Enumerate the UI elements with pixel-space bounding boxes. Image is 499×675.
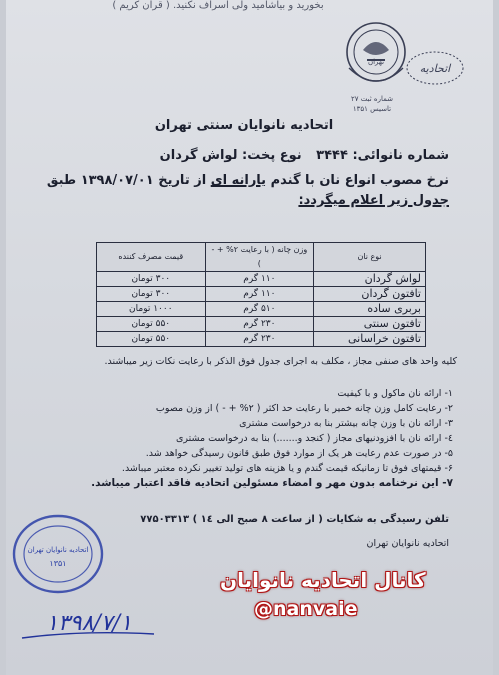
calligraphy-logo <box>404 48 466 88</box>
consumer-price: ۳۰۰ تومان <box>97 272 206 287</box>
document-page <box>6 0 493 675</box>
bread-name: تافتون سنتی <box>314 317 426 332</box>
founded-year: تاسیس ۱۳۵۱ <box>352 105 392 113</box>
bake-type: نوع پخت: لواش گردان <box>159 148 302 163</box>
dough-weight: ۱۱۰ گرم <box>205 272 314 287</box>
seal-text: تهران <box>367 58 385 66</box>
rule-item: ۳- ارائه نان با وزن چانه بیشتر بنا به درخواست مشتری <box>239 418 453 429</box>
calligraphy-logo-text: اتحادیه <box>419 62 451 75</box>
obligation-intro: کلیه واحد های صنفی مجاز ، مکلف به اجرای جدول فوق الذکر با رعایت نکات زیر میباشند. <box>104 356 457 367</box>
complaint-phone: تلفن رسیدگی به شکایات ( از ساعت ۸ صبح الی ۱٤ ) ۷۷۵۰۳۳۱۳ <box>140 514 449 525</box>
union-title: اتحادیه نانوایان سنتی تهران <box>154 118 334 133</box>
stamp-year: ۱۳۵۱ <box>49 559 67 568</box>
header-dough-weight: وزن چانه ( با رعایت ۲% + - ) <box>205 243 314 272</box>
table-row <box>97 317 426 332</box>
pricing-line-2: جدول زیر اعلام میگردد: <box>298 193 449 208</box>
channel-watermark: کانال اتحادیه نانوایان <box>220 568 426 592</box>
consumer-price: ۱۰۰۰ تومان <box>97 302 206 317</box>
rule-item: ۵- در صورت عدم رعایت هر یک از موارد فوق طبق قانون رسیدگی خواهد شد. <box>145 448 453 459</box>
stamp-text: اتحادیه نانوایان تهران <box>27 546 89 554</box>
bread-price-table <box>96 242 426 347</box>
table-row <box>97 287 426 302</box>
quran-verse-header: بخورید و بیاشامید ولی اسراف نکنید. ( قرآن کریم ) <box>112 0 324 11</box>
bread-name: تافتون گردان <box>314 287 426 302</box>
consumer-price: ۵۵۰ تومان <box>97 332 206 347</box>
rule-item: ۲- رعایت کامل وزن چانه خمیر با رعایت حد اکثر ( ۲% + - ) از وزن مصوب <box>155 403 453 414</box>
dough-weight: ۱۱۰ گرم <box>205 287 314 302</box>
consumer-price: ۵۵۰ تومان <box>97 317 206 332</box>
bread-name: لواش گردان <box>314 272 426 287</box>
rule-item: ۶- قیمتهای فوق تا زمانیکه قیمت گندم و یا هزینه های تولید تغییر نکرده معتبر میباشد. <box>121 463 453 474</box>
pricing-text-c: از تاریخ ۱۳۹۸/۰۷/۰۱ طبق <box>46 173 207 188</box>
bakery-number: شماره نانوائی: ۳۴۴۴ <box>316 148 449 163</box>
channel-handle: @nanvaie <box>254 598 358 620</box>
rule-item: ٤- ارائه نان با افزودنیهای مجاز ( کنجد و.......) بنا به درخواست مشتری <box>175 433 453 444</box>
pricing-text-a: نرخ مصوب انواع نان با گندم <box>270 173 449 188</box>
rule-item-validity: ۷- این نرخنامه بدون مهر و امضاء مسئولین اتحادیه فاقد اعتبار میباشد. <box>91 477 453 489</box>
table-row <box>97 332 426 347</box>
rules-list <box>23 386 453 491</box>
table-row <box>97 302 426 317</box>
union-seal-logo <box>341 20 411 104</box>
pricing-line-1 <box>39 170 449 192</box>
handwritten-date-text: ۱۳۹۸/۷/۱ <box>46 611 132 636</box>
bread-name: بربری ساده <box>314 302 426 317</box>
header-consumer-price: قیمت مصرف کننده <box>97 243 206 272</box>
dough-weight: ۵۱۰ گرم <box>205 302 314 317</box>
header-bread-type: نوع نان <box>314 243 426 272</box>
dough-weight: ۲۳۰ گرم <box>205 332 314 347</box>
registration-info <box>332 94 412 114</box>
table-header-row <box>97 243 426 272</box>
bread-name: تافتون خراسانی <box>314 332 426 347</box>
subsidized-label: یارانه ای <box>210 173 267 188</box>
consumer-price: ۳۰۰ تومان <box>97 287 206 302</box>
official-stamp <box>10 512 106 596</box>
rule-item: ۱- ارائه نان ماکول و با کیفیت <box>337 388 453 399</box>
table-row <box>97 272 426 287</box>
bakery-info-line <box>150 148 449 163</box>
dough-weight: ۲۳۰ گرم <box>205 317 314 332</box>
signoff: اتحادیه نانوایان تهران <box>366 538 449 549</box>
registration-number: شماره ثبت ۲۷ <box>350 95 393 103</box>
handwritten-date <box>14 598 164 646</box>
